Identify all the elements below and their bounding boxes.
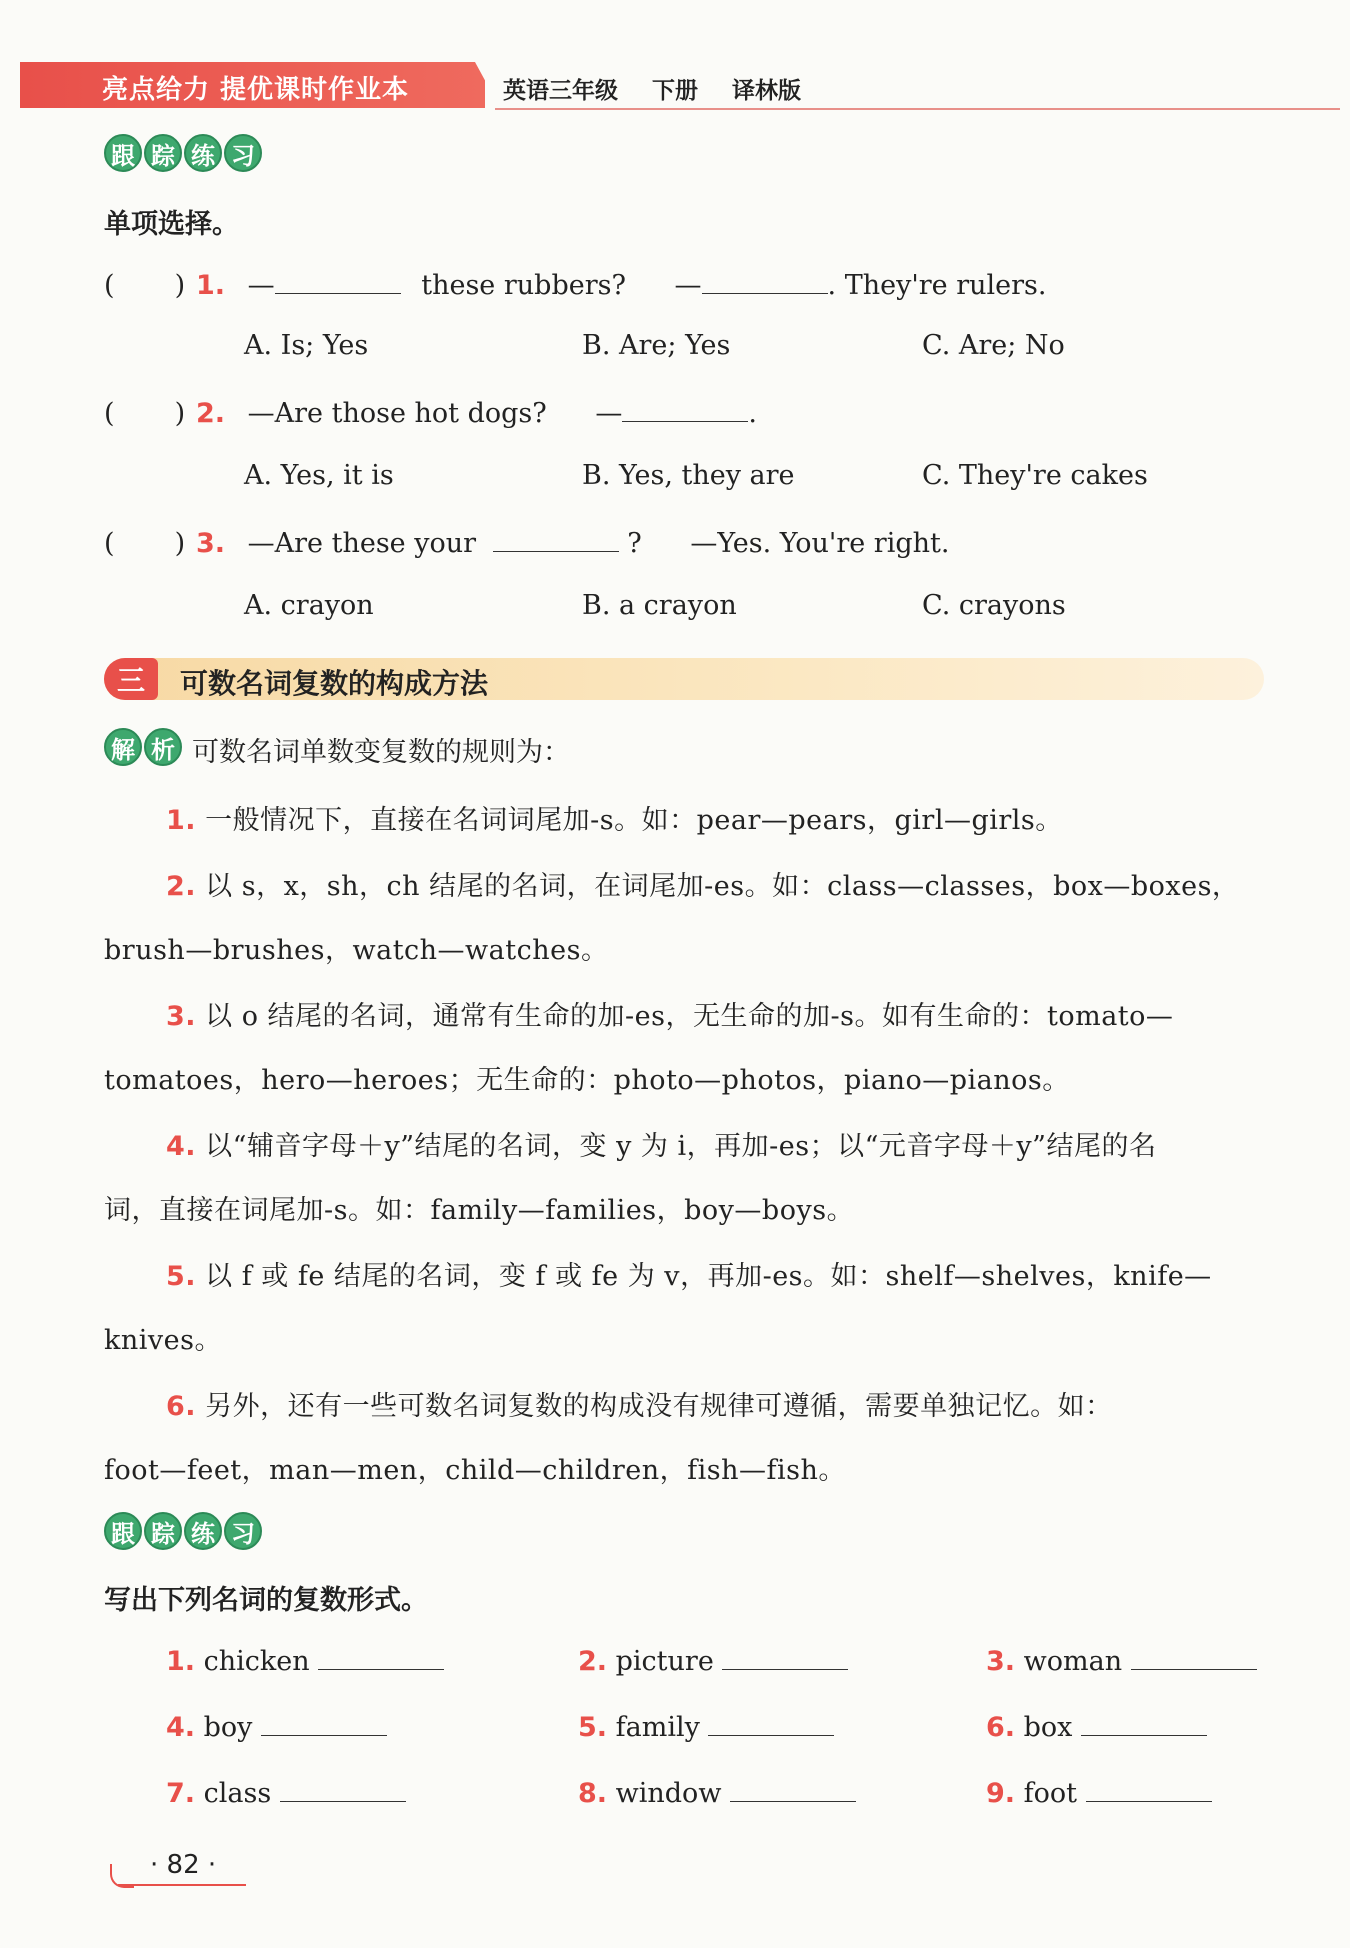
rule-1 [166,798,1063,837]
q3-answer: —Yes. You're right. [690,528,950,559]
answer-blank[interactable] [722,1667,848,1670]
q1-blank-1[interactable] [275,291,401,294]
analysis-badge [104,728,182,766]
q2-dash: — [595,398,623,429]
item-number: 7. [166,1778,196,1809]
item-word: class [203,1778,272,1809]
rule-3-cont: tomatoes，hero—heroes；无生命的：photo—photos，piano—pianos。 [104,1065,1070,1096]
answer-blank[interactable] [1086,1799,1212,1802]
q1-option-a[interactable]: A. Is; Yes [244,330,369,361]
q3-option-a[interactable]: A. crayon [244,590,374,621]
header-info [503,72,827,105]
q3-option-b[interactable]: B. a crayon [582,590,737,621]
plural-item-8 [578,1778,856,1809]
plural-item-3 [986,1646,1257,1677]
question-number: 1. [196,270,226,301]
header-subject: 英语三年级 [503,78,618,104]
badge-char: 跟 [104,1512,142,1550]
practice-badge-1 [104,134,262,172]
badge-char: 析 [144,728,182,766]
footer-underline [118,1884,246,1886]
rule-2 [166,864,1239,903]
item-number: 8. [578,1778,608,1809]
section-title: 可数名词复数的构成方法 [180,667,489,700]
answer-blank[interactable] [261,1733,387,1736]
practice1-instruction: 单项选择。 [104,209,239,240]
badge-char: 练 [184,1512,222,1550]
q2-option-b[interactable]: B. Yes, they are [582,460,795,491]
question-1 [104,270,1047,301]
section-number: 三 [104,658,158,700]
plural-item-6 [986,1712,1207,1743]
item-number: 5. [578,1712,608,1743]
rule-text: 以“辅音字母＋y”结尾的名词，变 y 为 i，再加-es；以“元音字母＋y”结尾的名 [205,1131,1157,1162]
rule-4 [166,1124,1156,1163]
item-number: 2. [578,1646,608,1677]
rule-5-cont: knives。 [104,1325,222,1356]
item-word: picture [615,1646,714,1677]
plural-item-9 [986,1778,1212,1809]
answer-paren[interactable]: ( ) [104,270,186,301]
rule-6 [166,1384,1113,1423]
q1-option-c[interactable]: C. Are; No [922,330,1065,361]
rule-2-cont: brush—brushes，watch—watches。 [104,935,609,966]
item-number: 6. [986,1712,1016,1743]
item-number: 9. [986,1778,1016,1809]
question-2 [104,398,757,429]
badge-char: 踪 [144,134,182,172]
practice2-instruction: 写出下列名词的复数形式。 [104,1585,428,1616]
answer-paren[interactable]: ( ) [104,398,186,429]
badge-char: 练 [184,134,222,172]
rule-number: 6. [166,1391,197,1422]
answer-blank[interactable] [318,1667,444,1670]
item-number: 1. [166,1646,196,1677]
q2-option-c[interactable]: C. They're cakes [922,460,1148,491]
header-divider [495,108,1340,110]
plural-item-2 [578,1646,848,1677]
plural-item-7 [166,1778,406,1809]
q1-text: these rubbers? [421,270,626,301]
item-word: boy [203,1712,253,1743]
header-brand: 亮点给力 提优课时作业本 [102,75,410,105]
question-number: 2. [196,398,226,429]
page-number: · 82 · [150,1850,217,1880]
q1-blank-2[interactable] [702,291,828,294]
rule-text: 以 s，x，sh，ch 结尾的名词，在词尾加-es。如：class—classes，box—boxes， [205,871,1240,902]
item-number: 4. [166,1712,196,1743]
item-word: window [615,1778,722,1809]
q1-answer-text: . They're rulers. [827,270,1047,301]
practice-badge-2 [104,1512,262,1550]
answer-paren[interactable]: ( ) [104,528,186,559]
page-footer [110,1850,240,1890]
rule-text: 一般情况下，直接在名词词尾加-s。如：pear—pears，girl—girls。 [205,805,1063,836]
rule-number: 2. [166,871,197,902]
rule-text: 另外，还有一些可数名词复数的构成没有规律可遵循，需要单独记忆。如： [205,1391,1113,1422]
section-header [104,658,1264,700]
plural-item-1 [166,1646,444,1677]
answer-blank[interactable] [1081,1733,1207,1736]
item-word: box [1023,1712,1073,1743]
plural-item-5 [578,1712,834,1743]
question-number: 3. [196,528,226,559]
q3-text: —Are these your [247,528,477,559]
rule-3 [166,994,1173,1033]
q1-option-b[interactable]: B. Are; Yes [582,330,731,361]
rule-5 [166,1254,1212,1293]
page-header [20,62,1340,110]
badge-char: 习 [224,1512,262,1550]
answer-blank[interactable] [1131,1667,1257,1670]
item-word: foot [1023,1778,1077,1809]
q2-period: . [748,398,757,429]
q3-question-mark: ? [627,528,642,559]
badge-char: 解 [104,728,142,766]
rule-number: 3. [166,1001,197,1032]
answer-blank[interactable] [280,1799,406,1802]
q1-dash-2: — [674,270,702,301]
rule-number: 4. [166,1131,197,1162]
header-edition: 译林版 [732,78,802,104]
q1-dash: — [247,270,275,301]
rule-number: 1. [166,805,197,836]
badge-char: 习 [224,134,262,172]
rule-text: 以 o 结尾的名词，通常有生命的加-es，无生命的加-s。如有生命的：tomato— [205,1001,1174,1032]
answer-blank[interactable] [708,1733,834,1736]
q2-option-a[interactable]: A. Yes, it is [244,460,394,491]
q3-option-c[interactable]: C. crayons [922,590,1066,621]
question-3 [104,528,949,559]
item-number: 3. [986,1646,1016,1677]
item-word: family [615,1712,700,1743]
item-word: chicken [203,1646,310,1677]
badge-char: 跟 [104,134,142,172]
rule-4-cont: 词，直接在词尾加-s。如：family—families，boy—boys。 [104,1195,855,1226]
plural-item-4 [166,1712,387,1743]
badge-char: 踪 [144,1512,182,1550]
item-word: woman [1023,1646,1123,1677]
q2-blank[interactable] [622,419,748,422]
rule-number: 5. [166,1261,197,1292]
q3-blank[interactable] [493,549,619,552]
header-volume: 下册 [652,78,699,104]
rule-text: 以 f 或 fe 结尾的名词，变 f 或 fe 为 v，再加-es。如：shelf—shelves，knife— [205,1261,1212,1292]
rule-6-cont: foot—feet，man—men，child—children，fish—fish。 [104,1455,846,1486]
q2-text: —Are those hot dogs? [247,398,547,429]
analysis-intro: 可数名词单数变复数的规则为： [192,737,570,768]
answer-blank[interactable] [730,1799,856,1802]
